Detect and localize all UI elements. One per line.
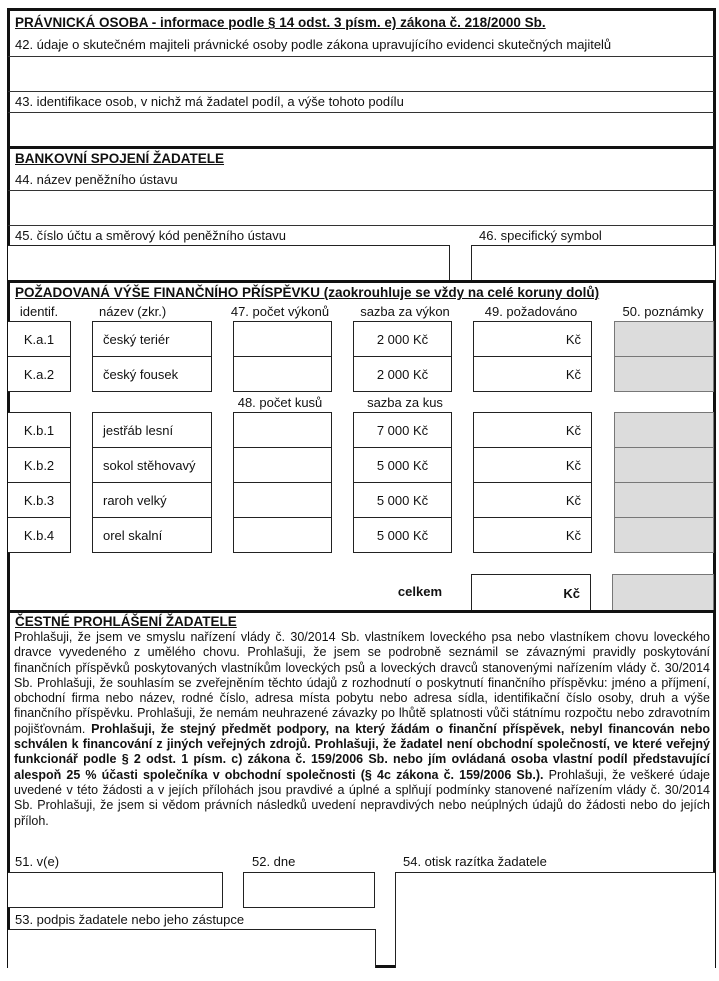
field-45-label: 45. číslo účtu a směrový kód peněžního ústavu	[15, 228, 286, 243]
field-42-label: 42. údaje o skutečném majiteli právnické osoby podle zákona upravujícího evidenci skutečných majitelů	[15, 37, 612, 52]
total-requested-input[interactable]: Kč	[471, 574, 591, 612]
header-notes: 50. poznámky	[622, 304, 704, 319]
field-53-signature-input[interactable]	[8, 929, 376, 968]
cell-requested-input[interactable]: Kč	[473, 356, 592, 392]
cell-notes[interactable]	[614, 447, 714, 483]
field-43-label: 43. identifikace osob, v nichž má žadatel podíl, a výše tohoto podílu	[15, 94, 404, 109]
cell-notes[interactable]	[614, 482, 714, 518]
cell-requested-input[interactable]: Kč	[473, 517, 592, 553]
table-row-a2	[0, 356, 719, 392]
cell-count-input[interactable]	[233, 412, 332, 448]
cell-id: K.b.3	[8, 482, 71, 518]
cell-rate: 5 000 Kč	[353, 447, 452, 483]
header-count-pieces: 48. počet kusů	[237, 395, 323, 410]
cell-requested-input[interactable]: Kč	[473, 447, 592, 483]
cell-requested-input[interactable]: Kč	[473, 412, 592, 448]
declaration-part-1: Prohlašuji, že jsem ve smyslu nařízení vlády č. 30/2014 Sb. vlastníkem loveckého psa nebo vlastníkem chovu loveckého dravce vyvedeného z umělého chovu. Prohlašuji, že jsem se podrobně seznámil se závaznými pravidly poskytování finančních příspěvků poskytovaných vlastníkům loveckých psů a loveckých dravců stanovenými nařízením vlády č. 30/2014 Sb. Prohlašuji, že souhlasím se zveřejněním těchto údajů z rozhodnutí o poskytnutí finančního příspěvku: jméno a příjmení, obchodní firma nebo název, rodné číslo, adresa místa pobytu nebo adresa sídla, identifikační číslo osoby, druh a výše finančního příspěvku. Prohlašuji, že nemám neuhrazené závazky po lhůtě splatnosti vůči státnímu rozpočtu nebo zdravotním pojišťovnám.	[14, 630, 710, 736]
cell-name: raroh velký	[92, 482, 212, 518]
table-row-a1	[0, 321, 719, 357]
cell-count-input[interactable]	[233, 517, 332, 553]
cell-name: český teriér	[92, 321, 212, 357]
cell-name: jestřáb lesní	[92, 412, 212, 448]
cell-count-input[interactable]	[233, 482, 332, 518]
cell-name: český fousek	[92, 356, 212, 392]
cell-rate: 2 000 Kč	[353, 321, 452, 357]
declaration-text	[14, 630, 710, 829]
cell-id: K.a.2	[8, 356, 71, 392]
field-51-label: 51. v(e)	[15, 854, 60, 869]
divider	[8, 225, 714, 226]
field-51-input[interactable]	[8, 872, 223, 908]
cell-notes[interactable]	[614, 412, 714, 448]
declaration-part-3: Prohlašuji, že veškeré údaje uvedené v této žádosti a v jejích přílohách jsou pravdivé a úplné a splňují podmínky stanovené nařízením vlády č. 30/2014 Sb. Prohlašuji, že jsem si vědom právních následků uvedení nepravdivých nebo neúplných údajů do žádosti nebo do jejích příloh.	[14, 767, 710, 828]
cell-rate: 5 000 Kč	[353, 517, 452, 553]
divider	[8, 91, 714, 92]
header-name: název (zkr.)	[99, 304, 167, 319]
header-rate-performance: sazba za výkon	[360, 304, 450, 319]
cell-rate: 5 000 Kč	[353, 482, 452, 518]
field-46-label: 46. specifický symbol	[479, 228, 602, 243]
cell-count-input[interactable]	[233, 321, 332, 357]
total-label: celkem	[397, 584, 442, 599]
header-rate-piece: sazba za kus	[367, 395, 443, 410]
field-54-label: 54. otisk razítka žadatele	[403, 854, 547, 869]
section-divider	[8, 280, 714, 283]
cell-rate: 2 000 Kč	[353, 356, 452, 392]
cell-id: K.b.4	[8, 517, 71, 553]
field-45-input[interactable]	[8, 245, 450, 281]
field-54-stamp-area[interactable]	[395, 872, 715, 968]
cell-name: sokol stěhovavý	[92, 447, 212, 483]
field-52-label: 52. dne	[252, 854, 296, 869]
total-notes[interactable]	[612, 574, 714, 612]
header-count-performances: 47. počet výkonů	[230, 304, 330, 319]
declaration-section-title: ČESTNÉ PROHLÁŠENÍ ŽADATELE	[15, 614, 237, 629]
section-divider	[8, 146, 714, 149]
cell-id: K.b.1	[8, 412, 71, 448]
table-row-b1	[0, 412, 719, 448]
table-row-b3	[0, 482, 719, 518]
table-row-b4	[0, 517, 719, 553]
cell-rate: 7 000 Kč	[353, 412, 452, 448]
contribution-section-title	[15, 285, 599, 301]
cell-id: K.b.2	[8, 447, 71, 483]
cell-notes[interactable]	[614, 321, 714, 357]
cell-name: orel skalní	[92, 517, 212, 553]
contribution-title-note: (zaokrouhluje se vždy na celé koruny dolů)	[320, 285, 600, 300]
bank-section-title: BANKOVNÍ SPOJENÍ ŽADATELE	[15, 151, 225, 166]
cell-count-input[interactable]	[233, 356, 332, 392]
header-requested: 49. požadováno	[484, 304, 578, 319]
field-46-input[interactable]	[471, 245, 715, 281]
field-52-input[interactable]	[243, 872, 375, 908]
field-42-input[interactable]	[9, 57, 713, 90]
cell-count-input[interactable]	[233, 447, 332, 483]
field-44-label: 44. název peněžního ústavu	[15, 172, 178, 187]
header-identif: identif.	[19, 304, 59, 319]
declaration-part-2-bold: Prohlašuji, že stejný předmět podpory, na který žádám o finanční příspěvek, nebyl financován nebo schválen k financování z jiných veřejných zdrojů. Prohlašuji, že žadatel není obchodní společností, ve které veřejný funkcionář podle § 2 odst. 1 písm. c) zákona č. 159/2006 Sb. nebo jím ovládaná osoba vlastní podíl představující alespoň 25 % účasti společníka v obchodní společnosti (§ 4c zákona č. 159/2006 Sb.).	[14, 721, 710, 782]
cell-notes[interactable]	[614, 356, 714, 392]
table-row-b2	[0, 447, 719, 483]
field-44-input[interactable]	[9, 191, 713, 224]
cell-notes[interactable]	[614, 517, 714, 553]
legal-entity-section-title: PRÁVNICKÁ OSOBA - informace podle § 14 odst. 3 písm. e) zákona č. 218/2000 Sb.	[15, 15, 546, 30]
cell-requested-input[interactable]: Kč	[473, 321, 592, 357]
field-53-label: 53. podpis žadatele nebo jeho zástupce	[15, 912, 245, 927]
cell-requested-input[interactable]: Kč	[473, 482, 592, 518]
contribution-title-text: POŽADOVANÁ VÝŠE FINANČNÍHO PŘÍSPĚVKU	[15, 285, 321, 300]
cell-id: K.a.1	[8, 321, 71, 357]
field-43-input[interactable]	[9, 113, 713, 146]
section-divider	[8, 610, 714, 613]
